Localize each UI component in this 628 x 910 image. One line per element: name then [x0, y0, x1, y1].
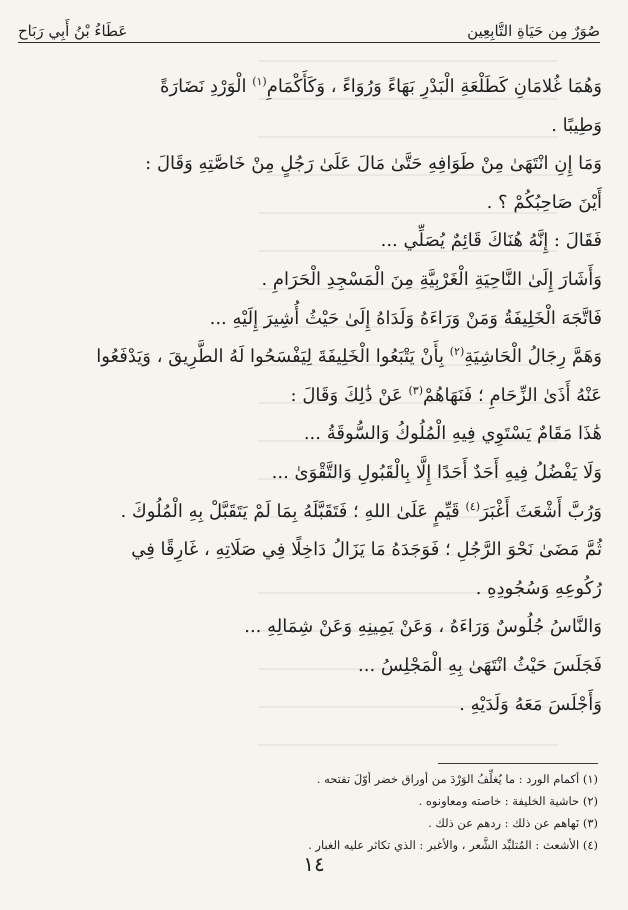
page-number: ١٤ — [303, 852, 325, 876]
footnote-marker: (٣) — [408, 383, 423, 397]
text-line: أَيْنَ صَاحِبُكُمْ ؟ . — [486, 191, 602, 213]
footnote: (٢) حاشية الخليفة : خاصته ومعاونوه . — [418, 794, 598, 808]
text-line: فَاتَّجَهَ الْخَلِيفَةُ وَمَنْ وَرَاءَهُ وَلَدَاهُ إِلَىٰ حَيْثُ أُشِيرَ إِلَيْهِ ... — [209, 307, 602, 329]
text-line: وَأَشَارَ إِلَىٰ النَّاحِيَةِ الْغَرْبِيَّةِ مِنَ الْمَسْجِدِ الْحَرَامِ . — [261, 268, 602, 290]
footnotes — [30, 768, 598, 856]
text-line: هَٰذَا مَقَامٌ يَسْتَوِي فِيهِ الْمُلُوكُ وَالسُّوقَةُ ... — [303, 423, 602, 445]
footnote-marker: (١) — [252, 75, 267, 88]
text-line: عَنْهُ أَذَىٰ الزِّحَامِ ؛ فَنَهَاهُمْ$^{(٣)}$ عَنْ ذَٰلِكَ وَقَالَ : — [290, 383, 602, 406]
footnote-marker: (٢) — [449, 345, 465, 359]
text-line: فَجَلَسَ حَيْثُ انْتَهَىٰ بِهِ الْمَجْلِسُ ... — [358, 654, 602, 676]
running-header — [18, 6, 600, 40]
header-book-title: صُوَرٌ مِن حَيَاةِ التَّابِعِين — [467, 22, 600, 40]
text-line: وَهَمَّ رِجَالُ الْحَاشِيَةِ$^{(٢)}$ بِأَنْ يَتْبَعُوا الْخَلِيفَةَ لِيَفْسَحُوا لَهُ الطَّرِيقَ ، وَيَدْفَعُوا — [96, 345, 602, 368]
footnote: (٤) الأشعث : المُتلبِّد الشَّعر ، والأغبر : الذي تكاثر عليه الغبار . — [308, 838, 598, 852]
text-line: وَهُمَا غُلامَانِ كَطَلْعَةِ الْبَدْرِ بَهَاءً وَرُوَاءً ، وَكَأَكْمَامِ$^{(١)}$ الْوَرْدِ نَضَارَةً — [160, 75, 602, 97]
text-line: فَقَالَ : إِنَّهُ هُنَاكَ قَائِمٌ يُصَلِّي ... — [380, 230, 602, 252]
text-line: وَطِيبًا . — [551, 114, 602, 136]
text-line: وَمَا إِنِ انْتَهَىٰ مِنْ طَوَافِهِ حَتَّىٰ مَالَ عَلَىٰ رَجُلٍ مِنْ خَاصَّتِهِ وَقَالَ : — [145, 153, 602, 175]
text-line: وَرُبَّ أَشْعَثَ أَغْبَرَ$^{(٤)}$ قَيِّمٍ عَلَىٰ اللهِ ؛ فَتَقَبَّلَهُ بِمَا لَمْ يَتَقَبَّلْ بِهِ الْمُلُوكَ . — [120, 499, 602, 522]
footnote: (١) أكمام الورد : ما يُغلِّفُ الوَرْدَ من أوراق خضر أوّلَ تفتحه . — [316, 772, 598, 786]
text-line: رُكُوعِهِ وَسُجُودِهِ . — [475, 577, 602, 599]
header-rule — [18, 42, 600, 43]
text-line: وَلَا يَفْضُلُ فِيهِ أَحَدٌ أَحَدًا إِلَّا بِالْقَبُولِ وَالتَّقْوَىٰ ... — [271, 461, 602, 483]
footnote: (٣) نَهاهم عن ذلك : ردهم عن ذلك . — [428, 816, 598, 830]
text-line: وَأَجْلَسَ مَعَهُ وَلَدَيْهِ . — [459, 693, 602, 715]
text-line: وَالنَّاسُ جُلُوسٌ وَرَاءَهُ ، وَعَنْ يَمِينِهِ وَعَنْ شِمَالِهِ ... — [244, 616, 602, 638]
footnote-separator — [438, 763, 598, 764]
main-text — [26, 68, 602, 724]
text-line: ثُمَّ مَضَىٰ نَحْوَ الرَّجُلِ ؛ فَوَجَدَهُ مَا يَزَالُ دَاخِلًا فِي صَلَاتِهِ ، غَارِقًا فِي — [131, 539, 602, 561]
header-chapter-title: عَطَاءُ بْنُ أَبِي رَبَاح — [18, 22, 128, 40]
footnote-marker: (٤) — [465, 499, 480, 513]
